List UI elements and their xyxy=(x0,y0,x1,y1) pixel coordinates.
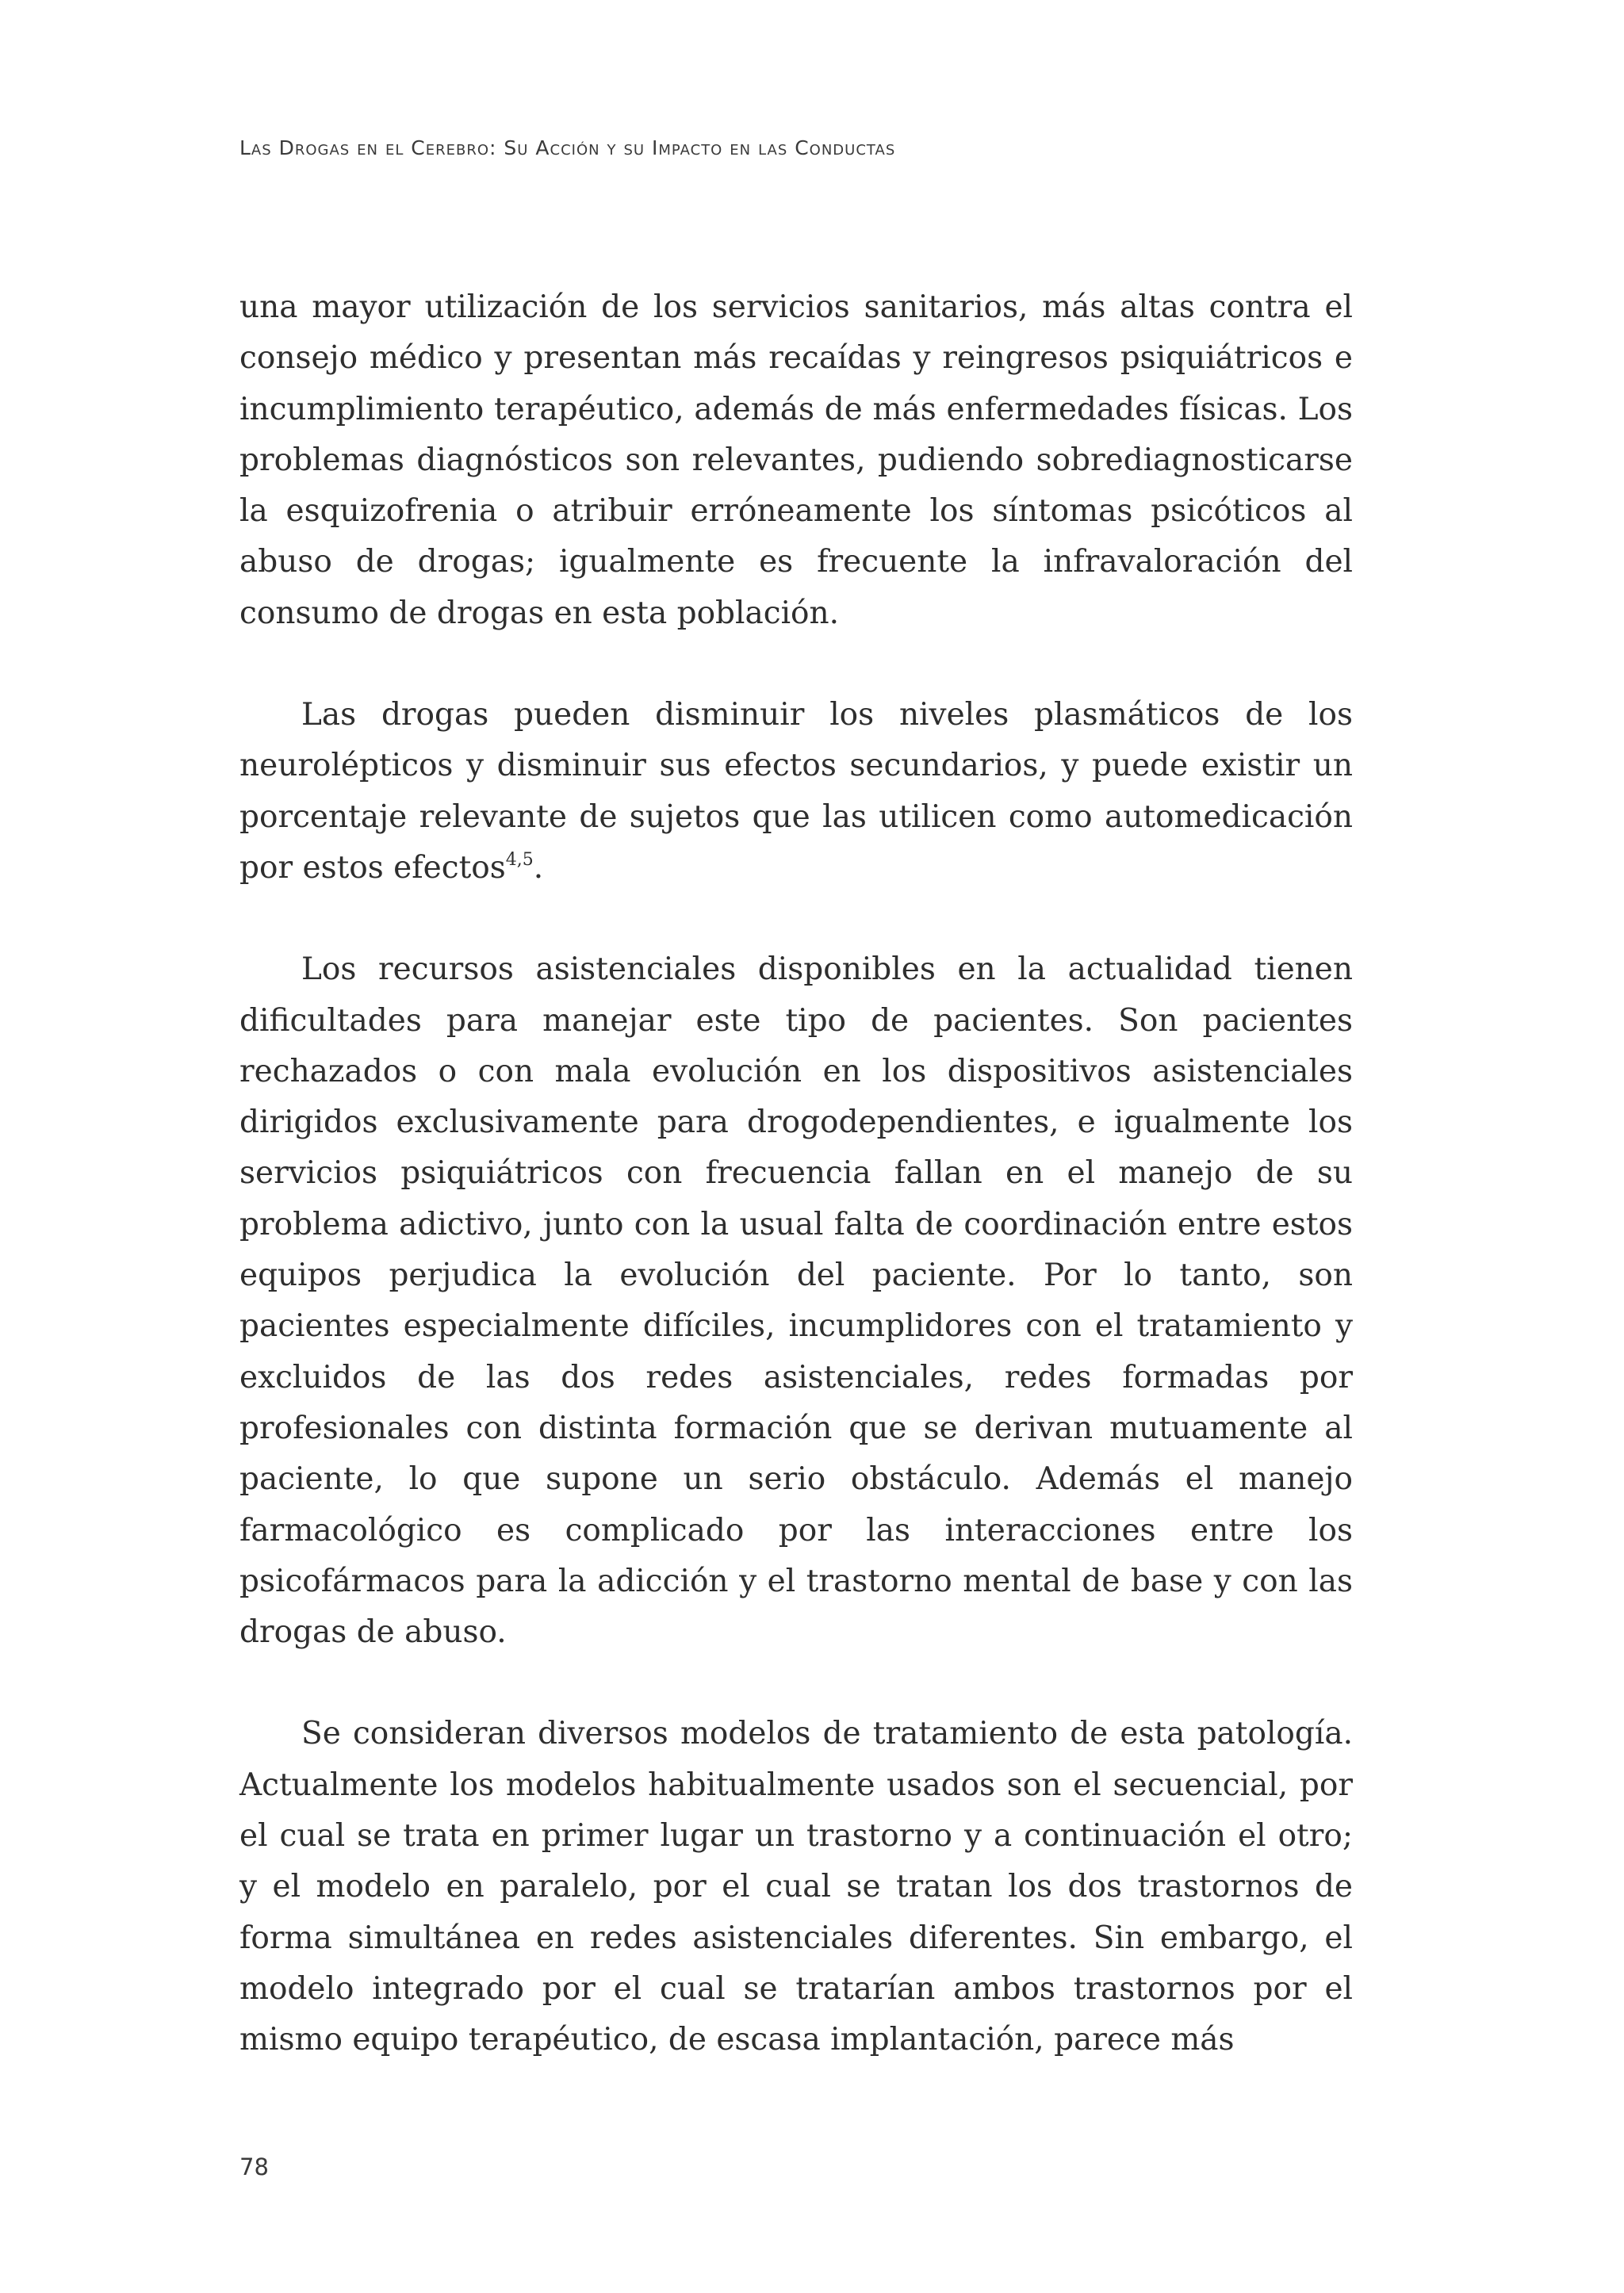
page-number: 78 xyxy=(239,2153,269,2180)
paragraph-text: Las drogas pueden disminuir los niveles plasmáticos de los neurolépticos y disminuir sus efectos secundarios, y puede existir un porcentaje relevante de sujetos que las utilicen como automedicación por estos efectos xyxy=(239,697,1353,886)
paragraph-modelos xyxy=(239,1709,1353,2065)
paragraph-continued xyxy=(239,282,1353,639)
paragraph-recursos xyxy=(239,944,1353,1658)
citation-superscript: 4,5 xyxy=(505,849,534,870)
paragraph-text: Se consideran diversos modelos de tratamiento de esta patología. Actualmente los modelos habitualmente usados son el secuencial, por el cual se trata en primer lugar un trastorno y a continuación el otro; y el modelo en paralelo, por el cual se tratan los dos trastornos de forma simultánea en redes asistenciales diferentes. Sin embargo, el modelo integrado por el cual se tratarían ambos trastornos por el mismo equipo terapéutico, de escasa implantación, parece más xyxy=(239,1716,1353,2058)
paragraph-end-punctuation: . xyxy=(533,849,544,886)
running-header: Las Drogas en el Cerebro: Su Acción y su Impacto en las Conductas xyxy=(239,136,896,159)
paragraph-neurolepticos xyxy=(239,690,1353,894)
paragraph-text: una mayor utilización de los servicios sanitarios, más altas contra el consejo médico y presentan más recaídas y reingresos psiquiátricos e incumplimiento terapéutico, además de más enfermedades físicas. Los problemas diagnósticos son relevantes, pudiendo sobrediagnosticarse la esquizofrenia o atribuir erróneamente los síntomas psicóticos al abuso de drogas; igualmente es frecuente la infravaloración del consumo de drogas en esta población. xyxy=(239,289,1353,631)
paragraph-text: Los recursos asistenciales disponibles en la actualidad tienen dificultades para manejar este tipo de pacientes. Son pacientes rechazados o con mala evolución en los dispositivos asistenciales dirigidos exclusivamente para drogodependientes, e igualmente los servicios psiquiátricos con frecuencia fallan en el manejo de su problema adictivo, junto con la usual falta de coordinación entre estos equipos perjudica la evolución del paciente. Por lo tanto, son pacientes especialmente difíciles, incumplidores con el tratamiento y excluidos de las dos redes asistenciales, redes formadas por profesionales con distinta formación que se derivan mutuamente al paciente, lo que supone un serio obstáculo. Además el manejo farmacológico es complicado por las interacciones entre los psicofármacos para la adicción y el trastorno mental de base y con las drogas de abuso. xyxy=(239,951,1353,1651)
body-text xyxy=(239,282,1353,2066)
